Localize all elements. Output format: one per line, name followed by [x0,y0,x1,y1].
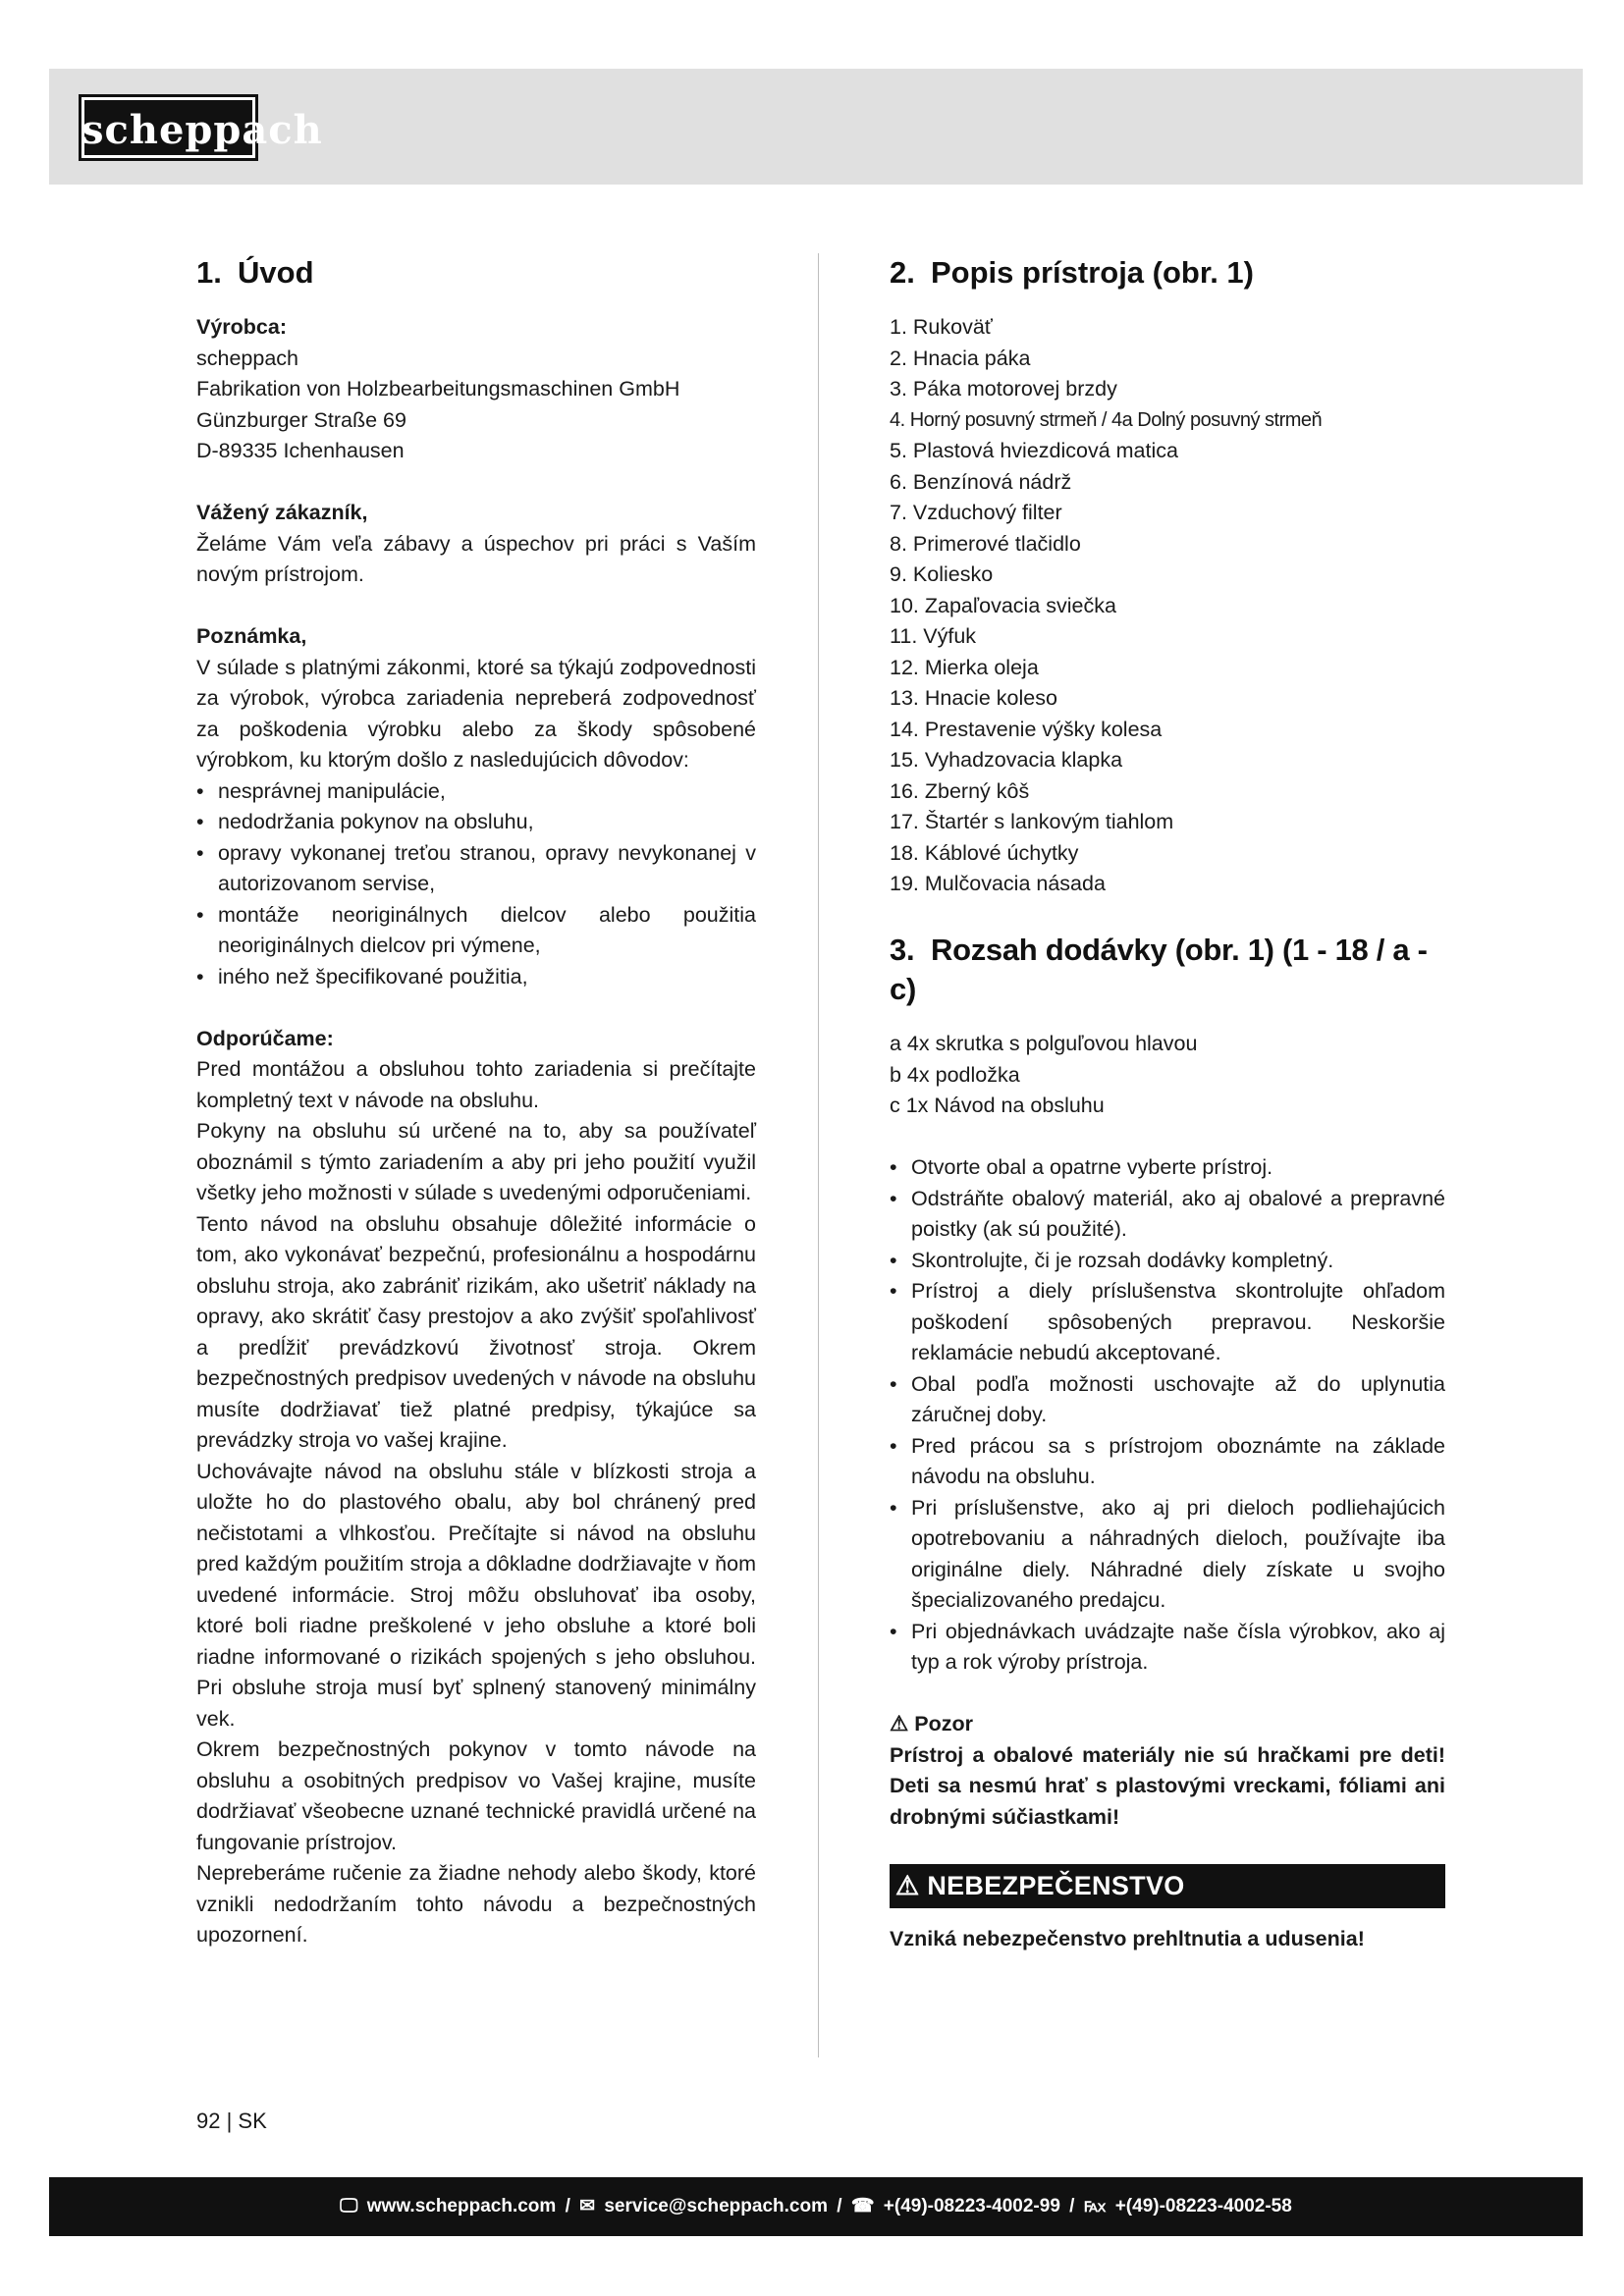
list-item: • Obal podľa možnosti uschovajte až do uplynutia záručnej doby. [890,1369,1445,1431]
list-item: • iného než špecifikované použitia, [196,962,756,993]
section-2-title: Popis prístroja (obr. 1) [931,255,1254,290]
recommend-paragraph: Okrem bezpečnostných pokynov v tomto návode na obsluhu a osobitných predpisov vo Vašej krajine, musíte dodržiavať všeobecne uznané technické pravidlá určené na fungovanie prístrojov. [196,1737,756,1854]
manufacturer-line: D-89335 Ichenhausen [196,439,405,462]
manufacturer-label: Výrobca: [196,315,288,339]
warning-icon: ⚠ [895,1871,920,1900]
right-column [890,253,1445,1955]
list-item: • Pri príslušenstve, ako aj pri dieloch podliehajúcich opotrebovaniu a náhradných dieloch, používajte iba originálne diely. Náhradné diely získate u svojho špecializovaného predajcu. [890,1493,1445,1617]
list-item: 13. Hnacie koleso [890,686,1057,710]
list-item: 9. Koliesko [890,562,994,586]
section-1-number: 1. [196,255,222,290]
list-item: c 1x Návod na obsluhu [890,1094,1105,1117]
note-list [196,776,756,993]
list-item: 1. Rukoväť [890,315,993,339]
section-2-heading [890,253,1445,293]
list-item: • montáže neoriginálnych dielcov alebo použitia neoriginálnych dielcov pri výmene, [196,900,756,962]
header-band [49,69,1583,185]
recommend-paragraph: Uchovávajte návod na obsluhu stále v blízkosti stroja a uložte ho do plastového obalu, aby bol chránený pred nečistotami a vlhkosťou. Prečítajte si návod na obsluhu pred každým použitím stroja a dôkladne dodržiavajte v ňom uvedené informácie. Stroj môžu obsluhovať iba osoby, ktoré boli riadne preškolené v jeho obsluhe a ktoré boli riadne informované o rizikách spojených s jeho obsluhou. Pri obsluhe stroja musí byť splnený stanovený minimálny vek. [196,1459,756,1731]
section-3-heading [890,931,1445,1009]
fax-number: +(49)-08223-4002-58 [1114,2196,1292,2216]
list-item: 17. Štartér s lankovým tiahlom [890,810,1174,833]
separator: / [565,2196,570,2216]
manufacturer-block [196,312,756,467]
unpacking-list [890,1152,1445,1679]
left-column [196,253,756,1951]
list-item: 12. Mierka oleja [890,655,1039,679]
list-item: 16. Zberný kôš [890,778,1030,803]
phone-icon: ☎ [850,2196,875,2216]
customer-text: Želáme Vám veľa zábavy a úspechov pri práci s Vaším novým prístrojom. [196,531,756,586]
monitor-icon: 🖵 [340,2196,358,2216]
note-text: V súlade s platnými zákonmi, ktoré sa týkajú zodpovednosti za výrobok, výrobca zariadenia nepreberá zodpovednosť za poškodenia výrobku alebo za škody spôsobené výrobkom, ku ktorým došlo z nasledujúcich dôvodov: [196,655,756,772]
list-item: • Pri objednávkach uvádzajte naše čísla výrobkov, ako aj typ a rok výroby prístroja. [890,1617,1445,1679]
list-item: • Prístroj a diely príslušenstva skontrolujte ohľadom poškodení spôsobených prepravou. Neskoršie reklamácie nebudú akceptované. [890,1276,1445,1369]
list-item: 10. Zapaľovacia sviečka [890,593,1116,617]
list-item: 8. Primerové tlačidlo [890,531,1081,556]
list-item: 7. Vzduchový filter [890,501,1062,524]
website-link[interactable]: www.scheppach.com [366,2196,557,2216]
danger-text: Vzniká nebezpečenstvo prehltnutia a udusenia! [890,1927,1365,1950]
list-item: 4. Horný posuvný strmeň / 4a Dolný posuvný strmeň [890,408,1323,431]
list-item: • Odstráňte obalový materiál, ako aj obalové a prepravné poistky (ak sú použité). [890,1184,1445,1246]
list-item: • nedodržania pokynov na obsluhu, [196,807,756,838]
footer-contact-bar [49,2177,1583,2236]
list-item: 11. Výfuk [890,624,977,648]
recommend-label: Odporúčame: [196,1026,334,1050]
section-1-title: Úvod [238,255,314,290]
warning-icon: ⚠ [890,1712,909,1735]
list-item: 3. Páka motorovej brzdy [890,377,1117,400]
danger-label: NEBEZPEČENSTVO [927,1871,1185,1900]
email-link[interactable]: service@scheppach.com [604,2196,828,2216]
scope-list [890,1029,1445,1122]
recommend-paragraph: Pred montážou a obsluhou tohto zariadenia si prečítajte kompletný text v návode na obsluhu. [196,1057,756,1112]
section-3-number: 3. [890,933,915,967]
danger-banner [890,1864,1445,1908]
note-label: Poznámka, [196,624,307,648]
manufacturer-line: scheppach [196,346,298,370]
list-item: • nesprávnej manipulácie, [196,776,756,808]
section-1-heading [196,253,756,293]
parts-list [890,312,1445,900]
fax-icon: ℻ [1083,2196,1107,2216]
column-divider [818,253,819,2057]
page-number: 92 | SK [196,2109,267,2133]
recommend-paragraph: Nepreberáme ručenie za žiadne nehody alebo škody, ktoré vznikli nedodržaním tohto návodu a bezpečnostných upozornení. [196,1861,756,1947]
customer-block [196,498,756,591]
list-item: 18. Káblové úchytky [890,840,1079,865]
customer-label: Vážený zákazník, [196,501,368,524]
list-item: 5. Plastová hviezdicová matica [890,439,1178,462]
recommend-paragraph: Pokyny na obsluhu sú určené na to, aby sa používateľ oboznámil s týmto zariadením a aby pri jeho použití využil všetky jeho možnosti v súlade s uvedenými odporučeniami. [196,1119,756,1204]
caution-text: Prístroj a obalové materiály nie sú hračkami pre deti! Deti sa nesmú hrať s plastovými vreckami, fóliami ani drobnými súčiastkami! [890,1742,1445,1829]
manufacturer-line: Fabrikation von Holzbearbeitungsmaschinen GmbH [196,377,680,400]
mail-icon: ✉ [579,2196,596,2216]
list-item: 14. Prestavenie výšky kolesa [890,717,1163,741]
list-item: 6. Benzínová nádrž [890,469,1072,494]
separator: / [837,2196,842,2216]
separator: / [1069,2196,1075,2216]
caution-title [890,1709,1445,1740]
recommend-paragraph: Tento návod na obsluhu obsahuje dôležité informácie o tom, ako vykonávať bezpečnú, profesionálnu a hospodárnu obsluhu stroja, ako zabrániť rizikám, ako ušetriť náklady na opravy, ako skrátiť časy prestojov a ako zvýšiť spoľahlivosť a predĺžiť prevádzkovú životnosť stroja. Okrem bezpečnostných predpisov uvedených v návode na obsluhu musíte dodržiavať tiež platné predpisy, týkajúce sa prevádzky stroja vo vašej krajine. [196,1211,756,1452]
list-item: 19. Mulčovacia násada [890,872,1106,895]
list-item: b 4x podložka [890,1062,1020,1087]
brand-logo: scheppach [79,94,258,161]
note-block [196,621,756,992]
list-item: 15. Vyhadzovacia klapka [890,748,1123,772]
list-item: • Otvorte obal a opatrne vyberte prístroj. [890,1152,1445,1184]
section-3-title: Rozsah dodávky (obr. 1) (1 - 18 / a - c) [890,933,1428,1006]
list-item: • Pred prácou sa s prístrojom oboznámte na základe návodu na obsluhu. [890,1431,1445,1493]
phone-number: +(49)-08223-4002-99 [883,2196,1060,2216]
caution-label: Pozor [914,1712,973,1735]
manufacturer-line: Günzburger Straße 69 [196,407,406,432]
caution-block [890,1709,1445,1833]
recommend-block [196,1024,756,1951]
list-item: 2. Hnacia páka [890,346,1031,370]
list-item: • Skontrolujte, či je rozsah dodávky kompletný. [890,1246,1445,1277]
list-item: a 4x skrutka s polguľovou hlavou [890,1032,1198,1055]
list-item: • opravy vykonanej treťou stranou, opravy nevykonanej v autorizovanom servise, [196,838,756,900]
section-2-number: 2. [890,255,915,290]
